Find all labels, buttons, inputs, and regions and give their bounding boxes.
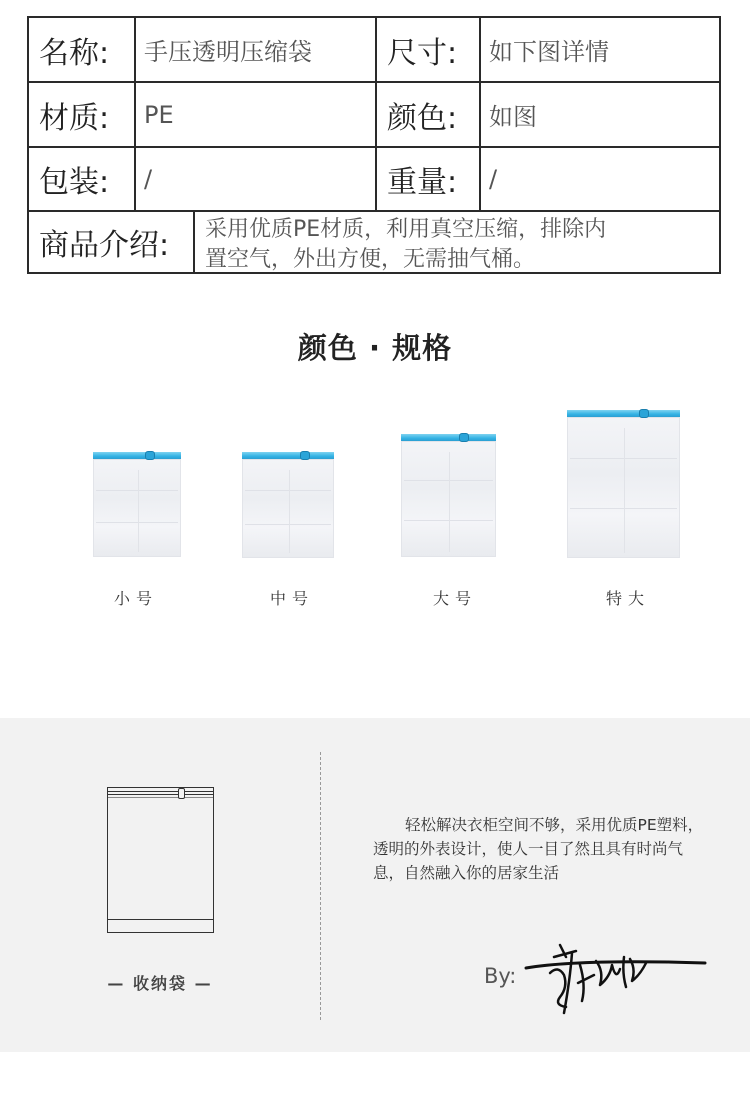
size-label-xlarge: 特大 [606, 589, 651, 608]
name-value: 手压透明压缩袋 [134, 18, 375, 81]
intro-line-2: 置空气，外出方便，无需抽气桶。 [205, 247, 536, 272]
name-label: 名称: [39, 35, 110, 71]
spec-row-package [29, 146, 719, 210]
intro-line-1: 采用优质PE材质，利用真空压缩，排除内 [205, 217, 607, 242]
storage-caption: — 收纳袋 — [107, 974, 213, 993]
size-label: 尺寸: [375, 18, 479, 81]
bag-small-image [93, 452, 181, 557]
by-label: By: [484, 964, 517, 988]
storage-description: 轻松解决衣柜空间不够，采用优质PE塑料，透明的外表设计，使人一目了然且具有时尚气息，自然融入你的居家生活 [373, 816, 704, 882]
intro-value [193, 212, 719, 272]
dashed-divider [320, 752, 321, 1020]
material-label: 材质: [39, 100, 110, 136]
spec-row-name [29, 18, 719, 81]
size-value: 如下图详情 [479, 18, 719, 81]
intro-label: 商品介绍: [39, 228, 170, 263]
spec-row-material [29, 81, 719, 146]
color-value: 如图 [479, 83, 719, 146]
package-value: / [134, 148, 375, 210]
spec-row-intro [29, 210, 719, 272]
bag-medium-image [242, 452, 334, 558]
spec-table [27, 16, 721, 274]
weight-value: / [479, 148, 719, 210]
bag-large-image [401, 434, 496, 557]
weight-label: 重量: [375, 148, 479, 210]
size-label-large: 大号 [433, 589, 478, 608]
signature-icon [520, 935, 710, 1020]
size-label-medium: 中号 [270, 589, 315, 608]
storage-bag-outline-icon [107, 787, 214, 933]
package-label: 包装: [39, 165, 110, 200]
bag-xlarge-image [567, 410, 680, 558]
size-label-small: 小号 [114, 589, 159, 608]
color-label: 颜色: [375, 83, 479, 146]
section-title: 颜色 · 规格 [297, 331, 453, 365]
material-value: PE [134, 83, 375, 146]
